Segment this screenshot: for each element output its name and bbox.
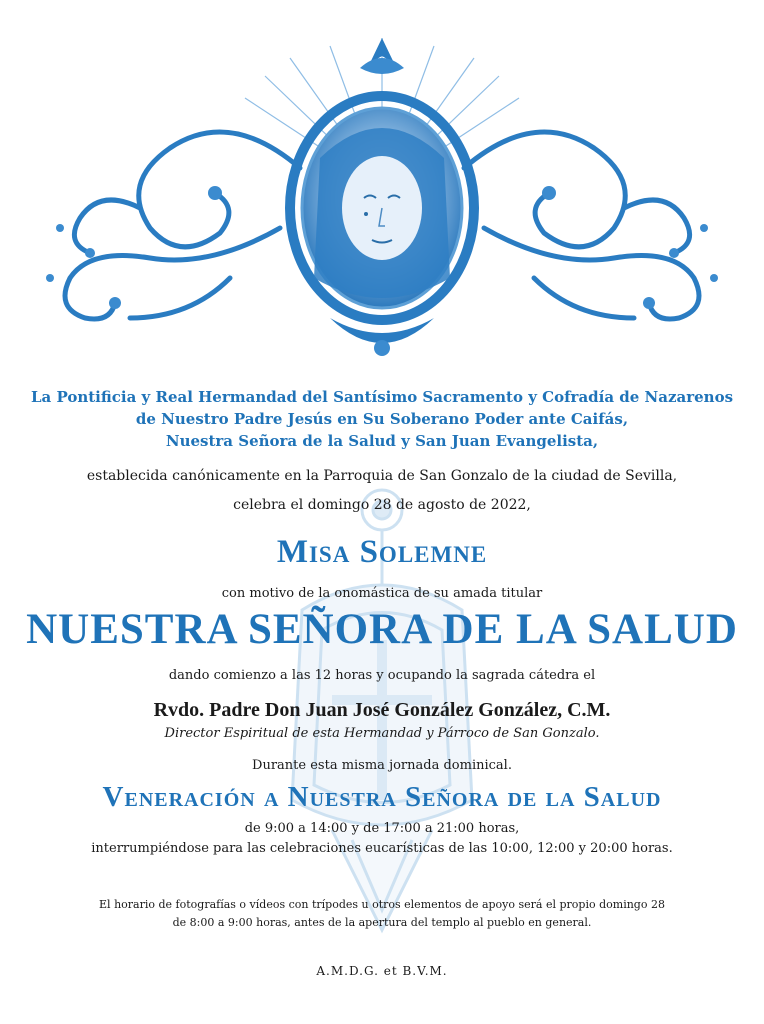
durante-line: Durante esta misma jornada dominical.	[252, 758, 512, 773]
hermandad-line-1: La Pontificia y Real Hermandad del Santísimo Sacramento y Cofradía de Nazarenos	[30, 388, 734, 406]
motivo-line: con motivo de la onomástica de su amada titular	[221, 586, 543, 601]
hermandad-line-2: de Nuestro Padre Jesús en Su Soberano Poder ante Caifás,	[135, 410, 629, 428]
horario-line-1: de 9:00 a 14:00 y de 17:00 a 21:00 horas,	[244, 821, 520, 836]
hermandad-heading	[0, 386, 764, 452]
misa-title: Misa Solemne	[276, 534, 488, 570]
nota-line-1: El horario de fotografías o vídeos con trípodes u otros elementos de apoyo será el propio domingo 28	[99, 898, 665, 911]
veneracion-title: Veneración a Nuestra Señora de la Salud	[102, 781, 662, 813]
predicador-name: Rvdo. Padre Don Juan José González González, C.M.	[153, 699, 611, 721]
horario-line-2: interrumpiéndose para las celebraciones eucarísticas de las 10:00, 12:00 y 20:00 horas.	[91, 841, 673, 856]
hermandad-line-3: Nuestra Señora de la Salud y San Juan Evangelista,	[165, 432, 599, 450]
amdg-closing: A.M.D.G. et B.V.M.	[316, 964, 448, 978]
establecida-line: establecida canónicamente en la Parroquia de San Gonzalo de la ciudad de Sevilla,	[86, 468, 678, 484]
nota-line-2: de 8:00 a 9:00 horas, antes de la apertura del templo al pueblo en general.	[172, 916, 592, 929]
comienzo-line: dando comienzo a las 12 horas y ocupando la sagrada cátedra el	[168, 668, 596, 683]
titular-title: NUESTRA SEÑORA DE LA SALUD	[26, 606, 738, 653]
celebra-line: celebra el domingo 28 de agosto de 2022,	[233, 497, 531, 513]
baroque-frame-virgin-icon	[30, 18, 734, 378]
director-line: Director Espiritual de esta Hermandad y Párroco de San Gonzalo.	[164, 726, 600, 741]
nota-paragraph	[0, 896, 764, 932]
